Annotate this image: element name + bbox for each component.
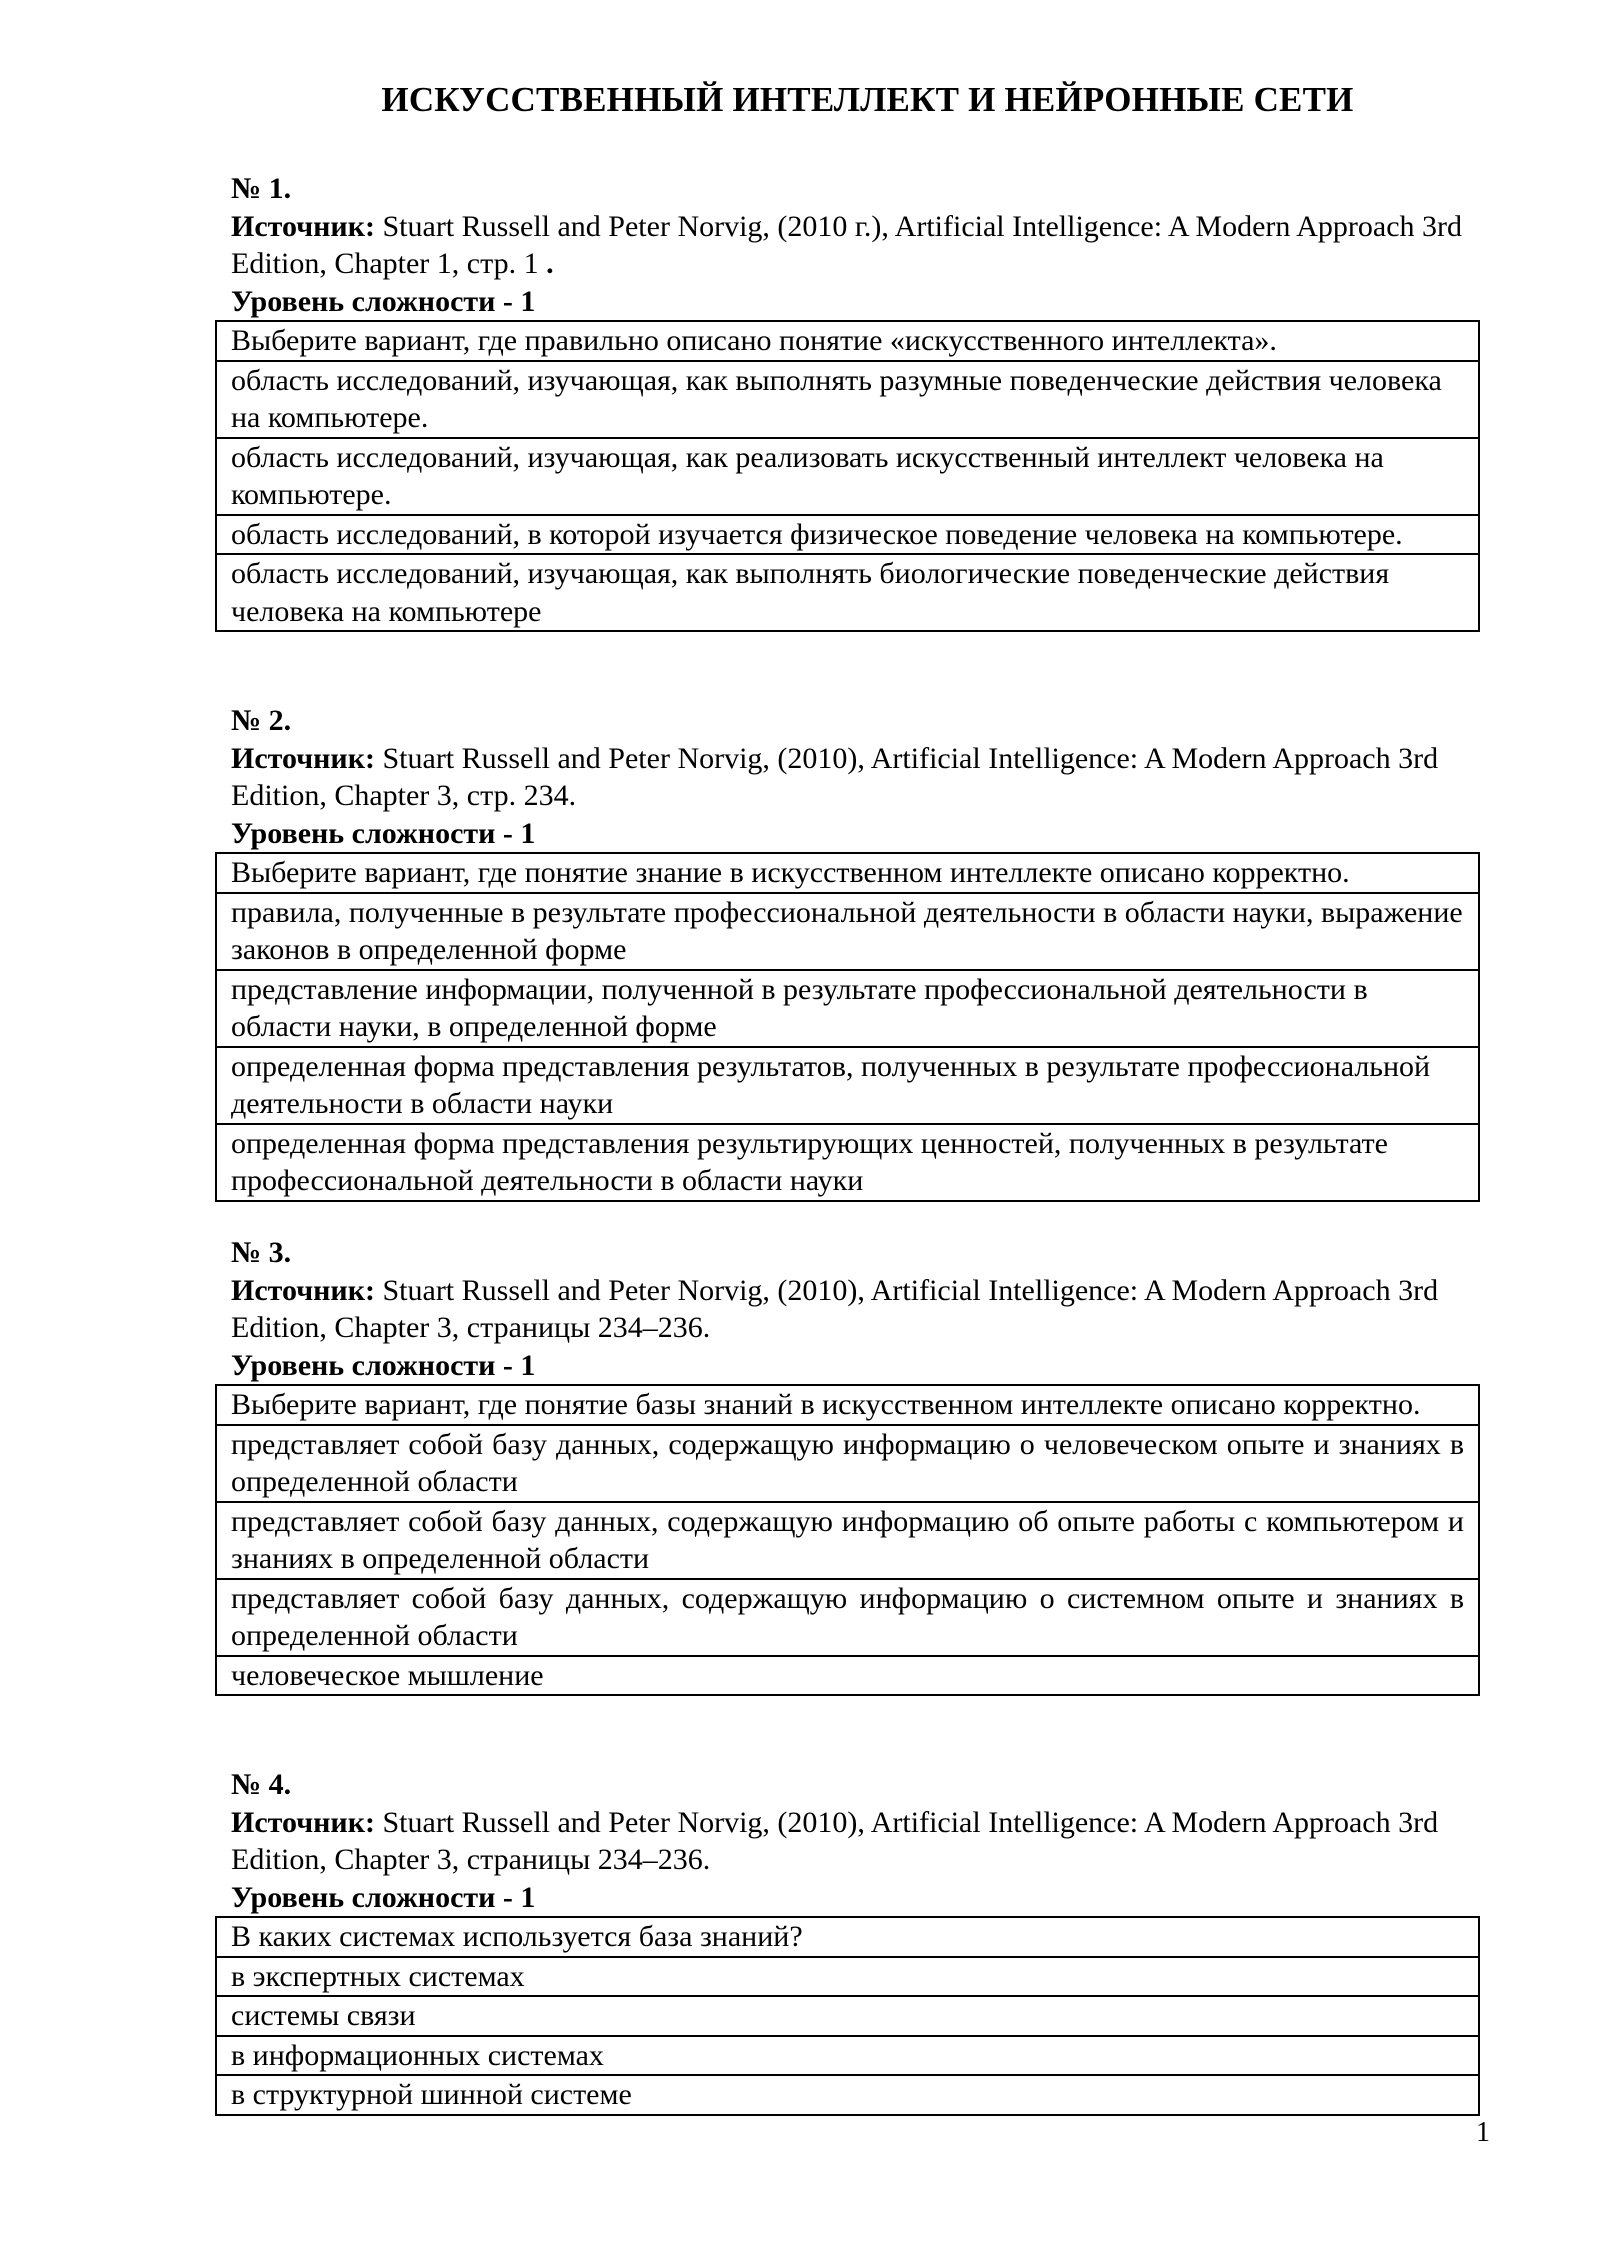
option-row: [216, 2075, 1479, 2115]
option-row: [216, 970, 1479, 1047]
question-row: [216, 1917, 1479, 1957]
task-number: № 4.: [231, 1768, 292, 1801]
option-row: [216, 893, 1479, 970]
answers-table: [215, 1384, 1480, 1696]
question-cell: Выберите вариант, где понятие базы знаний в искусственном интеллекте описано корректно.: [216, 1385, 1479, 1425]
option-cell: в структурной шинной системе: [216, 2075, 1479, 2115]
option-row: [216, 2036, 1479, 2076]
task-header: [215, 170, 1480, 320]
answers-table: [215, 1916, 1480, 2116]
difficulty-level: Уровень сложности - 1: [231, 1348, 536, 1382]
difficulty-level: Уровень сложности - 1: [231, 1880, 536, 1914]
option-row: [216, 1425, 1479, 1502]
source-label: Источник:: [231, 1805, 375, 1839]
source-label: Источник:: [231, 1273, 375, 1307]
option-cell: человеческое мышление: [216, 1656, 1479, 1696]
source-trailing-dot: .: [546, 247, 554, 280]
option-cell: представляет собой базу данных, содержащую информацию об опыте работы с компьютером и знаниях в определенной области: [216, 1502, 1479, 1579]
task-source: [231, 1272, 1480, 1347]
option-row: [216, 515, 1479, 555]
option-cell: представляет собой базу данных, содержащую информацию о системном опыте и знаниях в определенной области: [216, 1579, 1479, 1656]
task-source: [231, 740, 1480, 815]
option-cell: правила, полученные в результате профессиональной деятельности в области науки, выражение законов в определенной форме: [216, 893, 1479, 970]
task-2: [215, 702, 1480, 1202]
source-label: Источник:: [231, 209, 375, 243]
source-text: Stuart Russell and Peter Norvig, (2010), Artificial Intelligence: A Modern Approach 3rd Edition, Chapter 3, стр. 234.: [231, 741, 1439, 812]
option-row: [216, 438, 1479, 515]
option-cell: представляет собой базу данных, содержащую информацию о человеческом опыте и знаниях в определенной области: [216, 1425, 1479, 1502]
question-row: [216, 321, 1479, 361]
option-cell: область исследований, в которой изучается физическое поведение человека на компьютере.: [216, 515, 1479, 555]
source-text: Stuart Russell and Peter Norvig, (2010), Artificial Intelligence: A Modern Approach 3rd Edition, Chapter 3, страницы 234–236.: [231, 1805, 1439, 1876]
option-cell: область исследований, изучающая, как выполнять биологические поведенческие действия человека на компьютере: [216, 554, 1479, 631]
difficulty-level: Уровень сложности - 1: [231, 816, 536, 850]
option-row: [216, 1579, 1479, 1656]
source-label: Источник:: [231, 741, 375, 775]
option-row: [216, 1047, 1479, 1124]
task-1: [215, 170, 1480, 632]
document-title: ИСКУССТВЕННЫЙ ИНТЕЛЛЕКТ И НЕЙРОННЫЕ СЕТИ: [381, 80, 1354, 119]
option-row: [216, 1502, 1479, 1579]
option-cell: определенная форма представления результатов, полученных в результате профессиональной деятельности в области науки: [216, 1047, 1479, 1124]
question-cell: В каких системах используется база знаний?: [216, 1917, 1479, 1957]
answers-table: [215, 320, 1480, 632]
task-number: № 3.: [231, 1236, 292, 1269]
question-cell: Выберите вариант, где понятие знание в искусственном интеллекте описано корректно.: [216, 853, 1479, 893]
option-row: [216, 1656, 1479, 1696]
option-cell: представление информации, полученной в результате профессиональной деятельности в области науки, в определенной форме: [216, 970, 1479, 1047]
page-number: 1: [1476, 2117, 1490, 2148]
option-cell: область исследований, изучающая, как выполнять разумные поведенческие действия человека на компьютере.: [216, 361, 1479, 438]
option-cell: в информационных системах: [216, 2036, 1479, 2076]
question-cell: Выберите вариант, где правильно описано понятие «искусственного интеллекта».: [216, 321, 1479, 361]
difficulty-level: Уровень сложности - 1: [231, 284, 536, 318]
task-header: [215, 1766, 1480, 1916]
task-source: [231, 208, 1480, 283]
question-row: [216, 1385, 1479, 1425]
option-row: [216, 1124, 1479, 1201]
option-cell: в экспертных системах: [216, 1957, 1479, 1997]
task-source: [231, 1804, 1480, 1879]
option-cell: область исследований, изучающая, как реализовать искусственный интеллект человека на компьютере.: [216, 438, 1479, 515]
option-row: [216, 1957, 1479, 1997]
option-row: [216, 361, 1479, 438]
question-row: [216, 853, 1479, 893]
option-row: [216, 1996, 1479, 2036]
option-cell: определенная форма представления результирующих ценностей, полученных в результате профессиональной деятельности в области науки: [216, 1124, 1479, 1201]
option-cell: системы связи: [216, 1996, 1479, 2036]
source-text: Stuart Russell and Peter Norvig, (2010 г.), Artificial Intelligence: A Modern Approach 3rd Edition, Chapter 1, стр. 1: [231, 209, 1463, 280]
task-header: [215, 702, 1480, 852]
task-header: [215, 1234, 1480, 1384]
task-3: [215, 1234, 1480, 1696]
answers-table: [215, 852, 1480, 1202]
source-text: Stuart Russell and Peter Norvig, (2010), Artificial Intelligence: A Modern Approach 3rd Edition, Chapter 3, страницы 234–236.: [231, 1273, 1439, 1344]
task-number: № 2.: [231, 704, 292, 737]
task-number: № 1.: [231, 172, 292, 205]
option-row: [216, 554, 1479, 631]
task-4: [215, 1766, 1480, 2116]
